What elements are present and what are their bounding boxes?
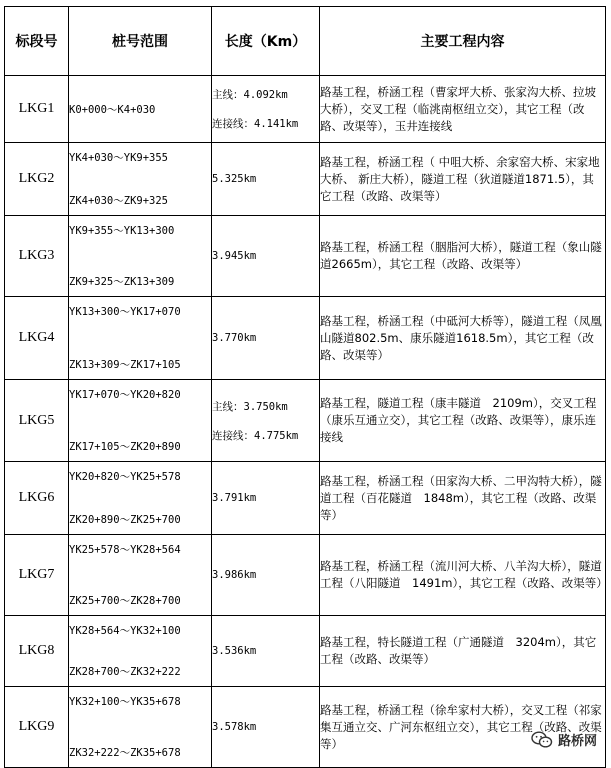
range-line: YK13+300～YK17+070 [69,306,181,318]
length-cell [212,687,320,768]
range-line: YK4+030～YK9+355 [69,152,169,164]
length-cell [212,380,320,462]
section-cell: LKG1 [5,76,69,143]
header-section-no: 标段号 [5,7,69,76]
watermark-text: 路桥网 [557,734,597,749]
range-line: YK9+355～YK13+300 [69,225,175,237]
range-cell [69,687,212,768]
works-cell: 路基工程，桥涵工程（田家沟大桥、二甲沟特大桥），隧道工程（百花隧道 1848m），其它工程（改路、改渠等） [320,462,606,535]
works-cell: 路基工程，桥涵工程（流川河大桥、八羊沟大桥），隧道工程（八阳隧道 1491m），其它工程（改路、改渠等） [320,535,606,616]
range-cell [69,143,212,216]
section-cell: LKG7 [5,535,69,616]
range-cell [69,462,212,535]
table-row [5,380,606,462]
header-main-works: 主要工程内容 [320,7,606,76]
table-row [5,297,606,380]
works-cell: 路基工程，桥涵工程（徐牟家村大桥），交叉工程（祁家集互通立交、广河东枢纽立交），其它工程（改路、改渠等） [320,687,606,768]
range-cell [69,616,212,687]
range-line: K0+000～K4+030 [69,103,156,116]
length-line: 3.578km [212,721,257,733]
works-cell: 路基工程，桥涵工程（胭脂河大桥），隧道工程（象山隧道2665m），其它工程（改路、改渠等） [320,216,606,297]
wechat-icon [531,731,553,749]
length-line: 3.770km [212,332,257,344]
length-line: 3.945km [212,250,257,262]
section-cell: LKG5 [5,380,69,462]
section-cell: LKG4 [5,297,69,380]
project-sections-table [4,6,606,768]
table-header-row [5,7,606,76]
range-cell [69,216,212,297]
section-cell: LKG2 [5,143,69,216]
range-line: YK25+578～YK28+564 [69,544,181,556]
length-line: 连接线：4.141km [212,118,299,130]
length-line: 3.536km [212,645,257,657]
range-line: YK32+100～YK35+678 [69,696,181,708]
table-row [5,143,606,216]
length-cell [212,297,320,380]
length-cell [212,216,320,297]
works-cell: 路基工程，特长隧道工程（广通隧道 3204m），其它工程（改路、改渠等） [320,616,606,687]
range-cell [69,380,212,462]
range-cell [69,535,212,616]
table-row [5,216,606,297]
works-cell: 路基工程，桥涵工程（曹家坪大桥、张家沟大桥、拉坡大桥），交叉工程（临洮南枢纽立交），其它工程（改路、改渠等），玉井连接线 [320,76,606,143]
length-cell [212,616,320,687]
watermark [531,730,597,749]
range-line: YK17+070～YK20+820 [69,389,181,401]
range-line: ZK17+105～ZK20+890 [69,441,181,453]
table-row [5,616,606,687]
length-cell [212,462,320,535]
range-cell [69,297,212,380]
length-line: 3.791km [212,492,257,504]
range-line: ZK25+700～ZK28+700 [69,595,181,607]
range-line: ZK4+030～ZK9+325 [69,195,169,207]
range-line: YK20+820～YK25+578 [69,471,181,483]
works-cell: 路基工程，隧道工程（康丰隧道 2109m），交叉工程（康乐互通立交），其它工程（改路、改渠等），康乐连接线 [320,380,606,462]
range-line: ZK13+309～ZK17+105 [69,359,181,371]
range-line: ZK9+325～ZK13+309 [69,276,175,288]
works-cell: 路基工程，桥涵工程（ 中咀大桥、余家窑大桥、宋家地大桥、 新庄大桥），隧道工程（狄道隧道1871.5），其它工程（改路、改渠等） [320,143,606,216]
range-line: ZK20+890～ZK25+700 [69,514,181,526]
section-cell: LKG3 [5,216,69,297]
table-row [5,535,606,616]
section-cell: LKG6 [5,462,69,535]
length-line: 主线：3.750km [212,400,288,413]
length-line: 连接线：4.775km [212,429,299,442]
table-row [5,687,606,768]
table-row [5,76,606,143]
works-cell: 路基工程，桥涵工程（中砥河大桥等），隧道工程（凤凰山隧道802.5m、康乐隧道1618.5m），其它工程（改路、改渠等） [320,297,606,380]
range-line: YK28+564～YK32+100 [69,625,181,637]
table-row [5,462,606,535]
length-line: 5.325km [212,173,257,185]
range-line: ZK32+222～ZK35+678 [69,747,181,759]
section-cell: LKG8 [5,616,69,687]
length-line: 主线：4.092km [212,89,288,101]
section-cell: LKG9 [5,687,69,768]
length-line: 3.986km [212,569,257,581]
length-cell [212,143,320,216]
header-chainage-range: 桩号范围 [69,7,212,76]
table-container [4,6,606,768]
header-length: 长度（Km） [212,7,320,76]
range-cell [69,76,212,143]
range-line: ZK28+700～ZK32+222 [69,666,181,678]
length-cell [212,535,320,616]
length-cell [212,76,320,143]
